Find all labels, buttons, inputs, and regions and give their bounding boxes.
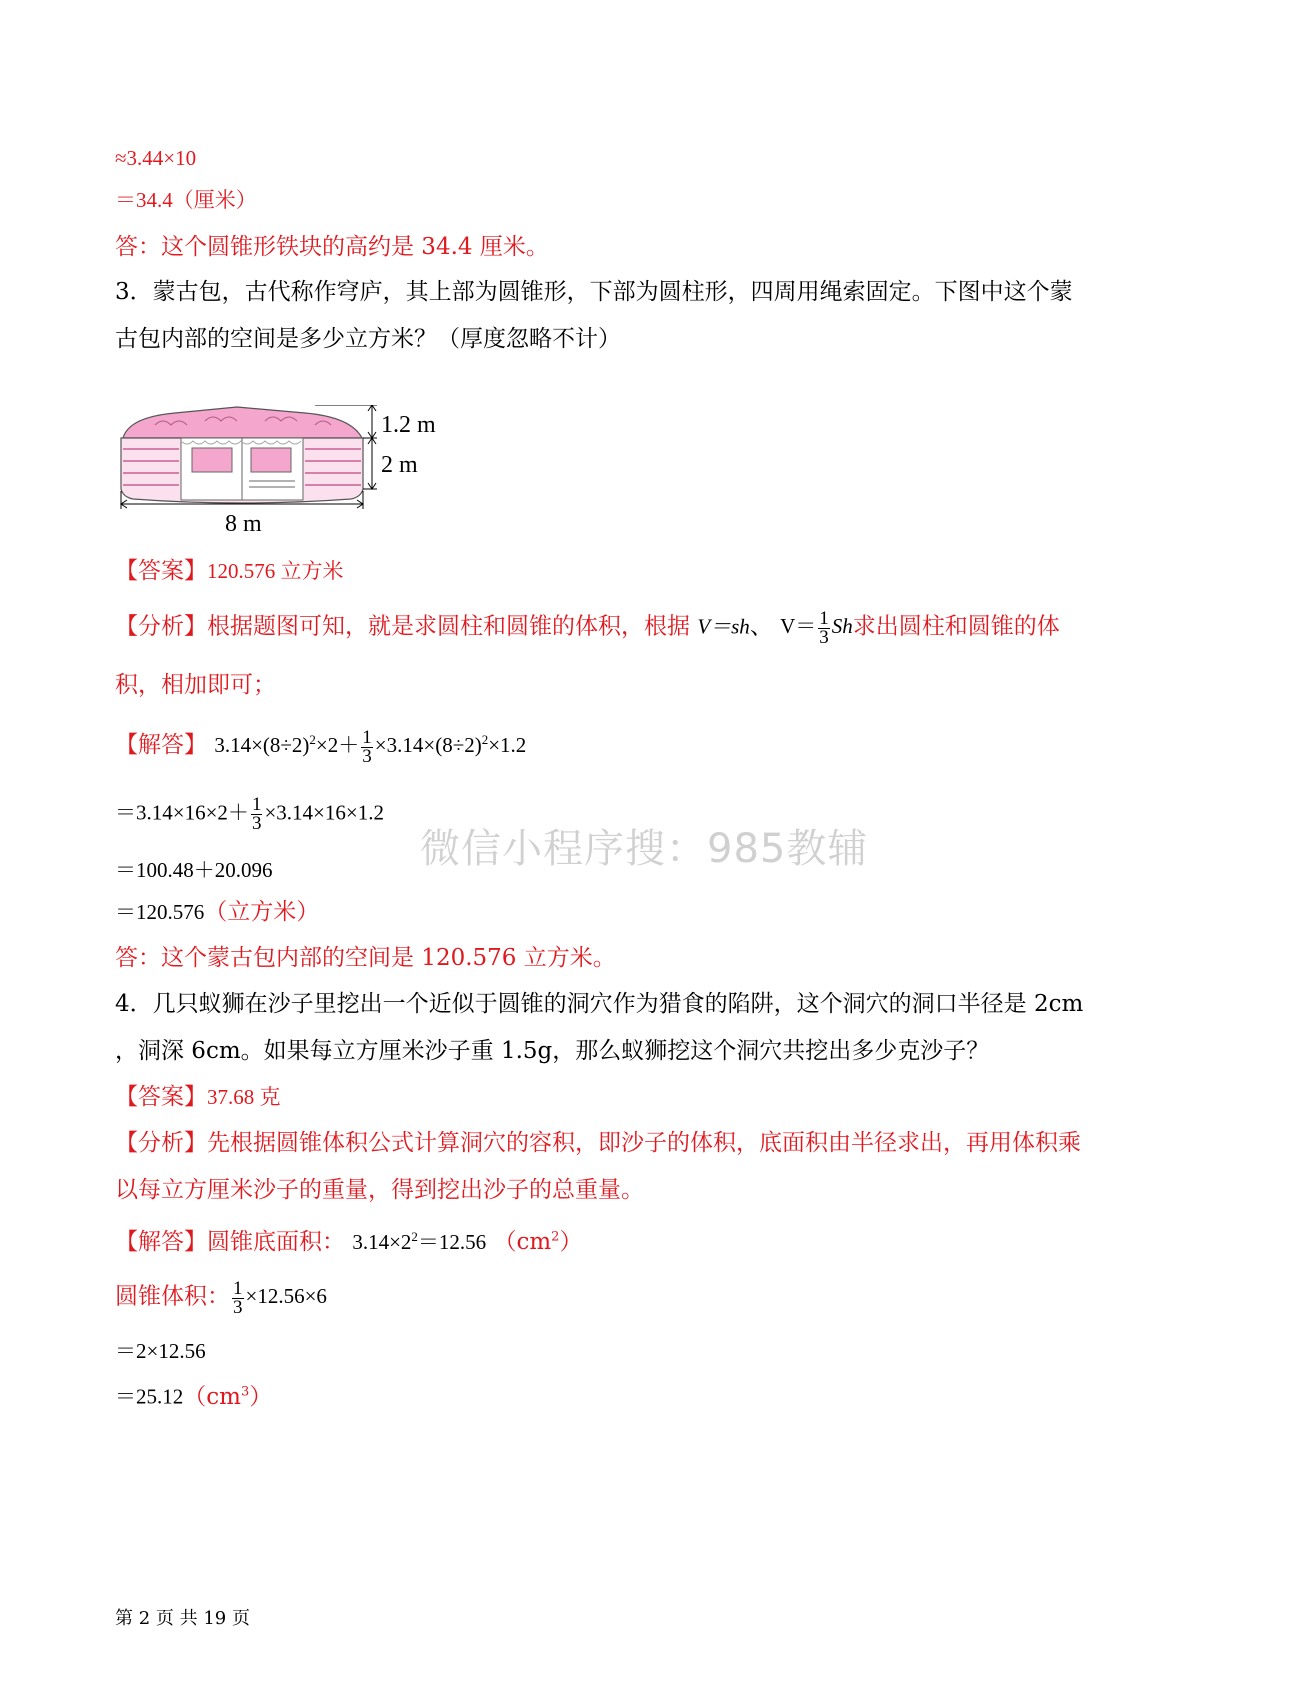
diameter-label: 8 m [225,511,262,537]
cylinder-height-label: 2 m [381,452,418,478]
question-4-line-1: 4．几只蚁狮在沙子里挖出一个近似于圆锥的洞穴作为猎食的陷阱，这个洞穴的洞口半径是 2cm [115,991,1084,1017]
q3-analysis-line-2: 积，相加即可； [115,672,276,698]
analysis-tag: 【分析】 [115,1130,207,1156]
cone-height-label: 1.2 m [381,412,436,438]
analysis-tag: 【分析】 [115,613,207,640]
question-4-line-2: ，洞深 6cm。如果每立方厘米沙子重 1.5g，那么蚁狮挖这个洞穴共挖出多少克沙子？ [115,1038,990,1064]
q3-solution-step-2: ＝3.14×16×2＋ $\frac{1}{3}$ ×3.14×16×1.2 [115,794,384,834]
q3-solution-step-4: ＝120.576（立方米） [115,899,320,925]
q3-solution-step-3: ＝100.48＋20.096 [115,858,273,882]
formula-cylinder-volume: V＝sh [697,614,750,639]
q4-base-area-line: 【解答】圆锥底面积： $3.14\times 2^2=12.56$ $(cm^2)$ [115,1229,583,1255]
q4-volume-line: 圆锥体积： $\frac{1}{3}$ ×12.56×6 [115,1278,327,1318]
question-3-line-1: 3．蒙古包，古代称作穹庐，其上部为圆锥形，下部为圆柱形，四周用绳索固定。下图中这个蒙 [115,279,1073,305]
yurt-figure [115,405,455,537]
yurt-window-left [192,448,232,472]
q3-analysis-line-1: 【分析】根据题图可知，就是求圆柱和圆锥的体积，根据 V＝sh、 V＝ $\frac{1}{3}$ Sh求出圆柱和圆锥的体 [115,608,1060,648]
solution-tag: 【解答】 [115,1229,207,1255]
calc-approx-line: ≈3.44×10 [115,146,197,170]
q3-solution-step-1: 【解答】 $3.14\times(8\div 2)^2\times 2+$ $\frac{1}{3}$ $\times 3.14\times(8\div 2)^2\times 1.2$ [115,726,527,767]
answer-value: 37.68 克 [207,1085,281,1109]
solution-tag: 【解答】 [115,732,207,758]
q4-step-b: $=25.12(cm^3)$ [115,1383,273,1410]
answer-tag: 【答案】 [115,1084,207,1110]
yurt-window-right [251,448,291,472]
calc-result-line: ＝34.4（厘米） [115,188,257,212]
watermark: 微信小程序搜：985教辅 [420,826,869,872]
q4-analysis-line-1: 【分析】先根据圆锥体积公式计算洞穴的容积，即沙子的体积，底面积由半径求出，再用体积乘 [115,1130,1081,1156]
page-footer: 第 2 页 共 19 页 [115,1608,250,1629]
question-3-line-2: 古包内部的空间是多少立方米？（厚度忽略不计） [115,326,621,352]
q4-answer [115,1082,281,1112]
q4-analysis-line-2: 以每立方厘米沙子的重量，得到挖出沙子的总重量。 [115,1177,644,1203]
formula-cone-volume: V＝ $\frac{1}{3}$ Sh [780,608,853,648]
answer-tag: 【答案】 [115,558,207,584]
q3-final-answer: 答：这个蒙古包内部的空间是 120.576 立方米。 [115,945,616,971]
answer-sentence: 答：这个圆锥形铁块的高约是 34.4 厘米。 [115,234,549,260]
q3-answer [115,556,344,586]
q4-step-a: ＝2×12.56 [115,1339,206,1363]
answer-value: 120.576 立方米 [207,559,344,583]
